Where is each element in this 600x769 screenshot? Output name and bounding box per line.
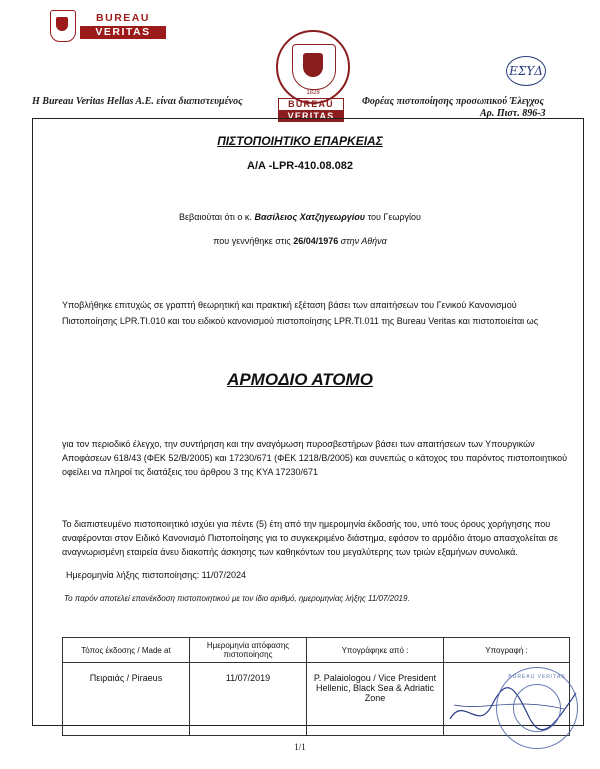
birth-place: στην Αθήνα xyxy=(340,236,387,246)
company-stamp-icon xyxy=(496,667,578,749)
header-date: Ημερομηνία απόφασης πιστοποίησης xyxy=(190,638,307,663)
signed-by-cell: P. Palaiologou / Vice President Hellenic, Black Sea & Adriatic Zone xyxy=(307,663,444,736)
certified-role: ΑΡΜΟΔΙΟ ΑΤΟΜΟ xyxy=(227,370,373,389)
header-right-text: Φορέας πιστοποίησης προσωπικού Έλεγχος xyxy=(362,96,544,107)
stamp-text: BUREAU VERITAS xyxy=(508,674,566,680)
certificate-title: ΠΙΣΤΟΠΟΙΗΤΙΚΟ ΕΠΑΡΚΕΙΑΣ xyxy=(217,134,383,148)
header-place: Τόπος έκδοσης / Made at xyxy=(63,638,190,663)
father-text: του Γεωργίου xyxy=(367,212,421,222)
crest-icon xyxy=(50,10,76,42)
certificate-frame xyxy=(32,118,584,726)
exam-paragraph: Υποβλήθηκε επιτυχώς σε γραπτή θεωρητική και πρακτική εξέταση βάσει των απαιτήσεων του Γενικού Κανονισμού Πιστοποίησης LPR.TI.010 και του ειδικού κανονισμού πιστοποίησης LPR.TI.011 της Bureau Veritas και πιστοποιείται ως xyxy=(62,300,539,326)
born-prefix: που γεννήθηκε στις xyxy=(213,236,291,246)
header-left-text: Η Bureau Veritas Hellas A.E. είναι διαπιστευμένος xyxy=(32,96,243,107)
accreditation-number: Αρ. Πιστ. 896-3 xyxy=(480,108,546,119)
place-cell: Πειραιάς / Piraeus xyxy=(63,663,190,736)
certify-prefix: Βεβαιούται ότι ο κ. xyxy=(179,212,252,222)
logo-word-top: BUREAU xyxy=(96,12,150,24)
reissue-note: Το παρόν αποτελεί επανέκδοση πιστοποιητικού με τον ίδιο αριθμό, ημερομηνίας λήξης 11/07/2019. xyxy=(64,594,410,603)
born-line xyxy=(0,236,600,246)
issue-table xyxy=(62,637,570,736)
table-header-row xyxy=(63,638,570,663)
holder-name: Βασίλειος Χατζηγεωργίου xyxy=(254,212,366,222)
signature-cell xyxy=(444,663,570,736)
center-logo-top: BUREAU xyxy=(278,98,344,111)
bureau-veritas-logo xyxy=(50,10,168,42)
bureau-veritas-seal-icon xyxy=(276,30,350,104)
table-row xyxy=(63,663,570,736)
date-cell: 11/07/2019 xyxy=(190,663,307,736)
seal-year: 1828 xyxy=(306,90,320,96)
birth-date: 26/04/1976 xyxy=(293,236,339,246)
validity-paragraph: Το διαπιστευμένο πιστοποιητικό ισχύει για πέντε (5) έτη από την ημερομηνία έκδοσής του, υπό τους όρους χορήγησης που αναφέρονται στον Ειδικό Κανονισμό Πιστοποίησης για το συγκεκριμένο διάστημα, εφόσον το αρμόδιο άτομο απασχολείται σε αναγνωρισμένη εταιρεία άνευ διακοπής άσκησης των καθηκόντων του μεγαλύτερης των τριών εξαμήνων συνολικά. xyxy=(62,519,559,557)
esyd-logo-icon: ΕΣΥΔ xyxy=(506,56,546,86)
logo-word-bottom: VERITAS xyxy=(80,26,166,39)
certify-line xyxy=(0,212,600,222)
header-signed-by: Υπογράφηκε από : xyxy=(307,638,444,663)
page-number: 1/1 xyxy=(294,742,306,752)
expiry-date: Ημερομηνία λήξης πιστοποίησης: 11/07/2024 xyxy=(66,570,247,580)
center-logo-bottom: VERITAS xyxy=(278,111,344,122)
certificate-code: A/A -LPR-410.08.082 xyxy=(247,160,353,172)
header-signature: Υπογραφή : xyxy=(444,638,570,663)
scope-paragraph: για τον περιοδικό έλεγχο, την συντήρηση και την αναγόμωση πυροσβεστήρων βάσει των απαιτήσεων των Υπουργικών Αποφάσεων 618/43 (ΦΕΚ 52/Β/2005) και 17230/671 (ΦΕΚ 1218/Β/2005) και συνεπώς ο κάτοχος του παρόντος πιστοποιητικού οφείλει να πληροί τις διατάξεις του άρθρου 3 της ΚΥΑ 17230/671 xyxy=(62,439,568,477)
